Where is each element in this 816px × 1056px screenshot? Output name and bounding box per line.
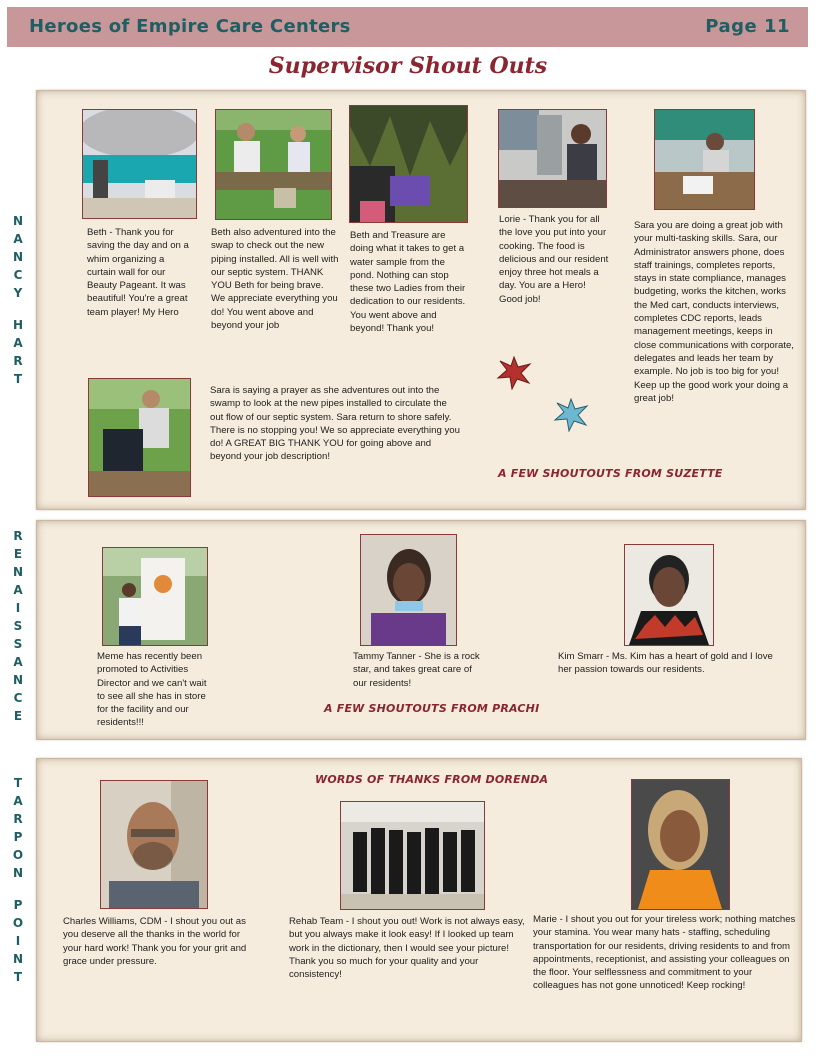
- newsletter-title: Heroes of Empire Care Centers: [29, 16, 351, 37]
- caption-rehab-team: Rehab Team - I shout you out! Work is not always easy, but you always make it look easy! If I looked up team work in the dictionary, then I would see your picture! Thank you so much for your quality and your consistency!: [289, 916, 525, 981]
- photo-kim: [624, 544, 714, 646]
- note-prachi: A FEW SHOUTOUTS FROM PRACHI: [324, 702, 540, 715]
- side-label-renaissance: R E N A I S S A N C E: [12, 529, 24, 723]
- caption-lorie: Lorie - Thank you for all the love you put into your cooking. The food is delicious and our resident enjoy three hot meals a day. You are a Hero! Good job!: [499, 214, 609, 305]
- note-dorenda: WORDS OF THANKS FROM DORENDA: [315, 773, 549, 786]
- page-title: Supervisor Shout Outs: [268, 53, 548, 79]
- caption-sara-prayer: Sara is saying a prayer as she adventures out into the swamp to look at the new pipes installed to circulate the out flow of our septic system. Sara return to shore safely. There is no stopping you! We so appreciate everything you do! A GREAT BIG THANK YOU for going above and beyond your job description!: [210, 385, 460, 463]
- note-suzette: A FEW SHOUTOUTS FROM SUZETTE: [498, 467, 723, 480]
- caption-meme: Meme has recently been promoted to Activities Director and we can't wait to see all she has in store for the facility and our residents!!!: [97, 651, 207, 729]
- photo-charles: [100, 780, 208, 909]
- caption-kim: Kim Smarr - Ms. Kim has a heart of gold and I love her passion towards our residents.: [558, 651, 773, 676]
- photo-sara-prayer: [88, 378, 191, 497]
- photo-marie: [631, 779, 730, 910]
- page-number: Page 11: [705, 16, 790, 37]
- photo-rehab-team: [340, 801, 485, 910]
- caption-tammy: Tammy Tanner - She is a rock star, and takes great care of our residents!: [353, 651, 480, 689]
- side-label-nancy-hart: N A N C Y H A R T: [12, 214, 24, 386]
- photo-lorie-kitchen: [498, 109, 607, 208]
- photo-meme: [102, 547, 208, 646]
- side-label-tarpon-point: T A R P O N P O I N T: [12, 776, 24, 984]
- photo-beth-swamp: [215, 109, 332, 220]
- star-red-icon: [496, 356, 532, 390]
- photo-sara-office: [654, 109, 755, 210]
- caption-marie: Marie - I shout you out for your tireless work; nothing matches your stamina. You wear many hats - staffing, scheduling transportation for our residents, driving residents to and from appointments, receptionist, and assisting your colleagues on the floor. Your selflessness and commitment to your colleagues has not gone unnoticed! Keep rocking!: [533, 914, 796, 992]
- star-blue-icon: [553, 398, 589, 432]
- photo-beth-treasure-pond: [349, 105, 468, 223]
- photo-tammy: [360, 534, 457, 646]
- caption-beth-pageant: Beth - Thank you for saving the day and on a whim organizing a curtain wall for our Beauty Pageant. It was beautiful! You're a great team player! My Hero: [87, 227, 189, 318]
- caption-charles: Charles Williams, CDM - I shout you out as you deserve all the thanks in the world for your hard work! Thank you for your grit and grace under pressure.: [63, 916, 247, 967]
- page-header: [7, 7, 808, 47]
- caption-sara-admin: Sara you are doing a great job with your multi-tasking skills. Sara, our Administrator answers phone, does staff trainings, completes reports, stays in state compliance, manages budgeting, works the kitchen, works the Med cart, conducts interviews, completes CDC reports, leads management meetings, keeps in close communications with corporate, delegates and leads her team by example. No job is too big for you! Keep up the good work your doing a great job!: [634, 220, 794, 404]
- caption-beth-treasure: Beth and Treasure are doing what it takes to get a water sample from the pond. Nothing can stop these two Ladies from their dedication to our residents. You went above and beyond! Thank you!: [350, 230, 466, 335]
- photo-beth-pageant: [82, 109, 197, 219]
- caption-beth-swamp: Beth also adventured into the swap to check out the new piping installed. All is well with our septic system. THANK YOU Beth for being brave. We appreciate everything you do! You went above and beyond your job: [211, 227, 339, 332]
